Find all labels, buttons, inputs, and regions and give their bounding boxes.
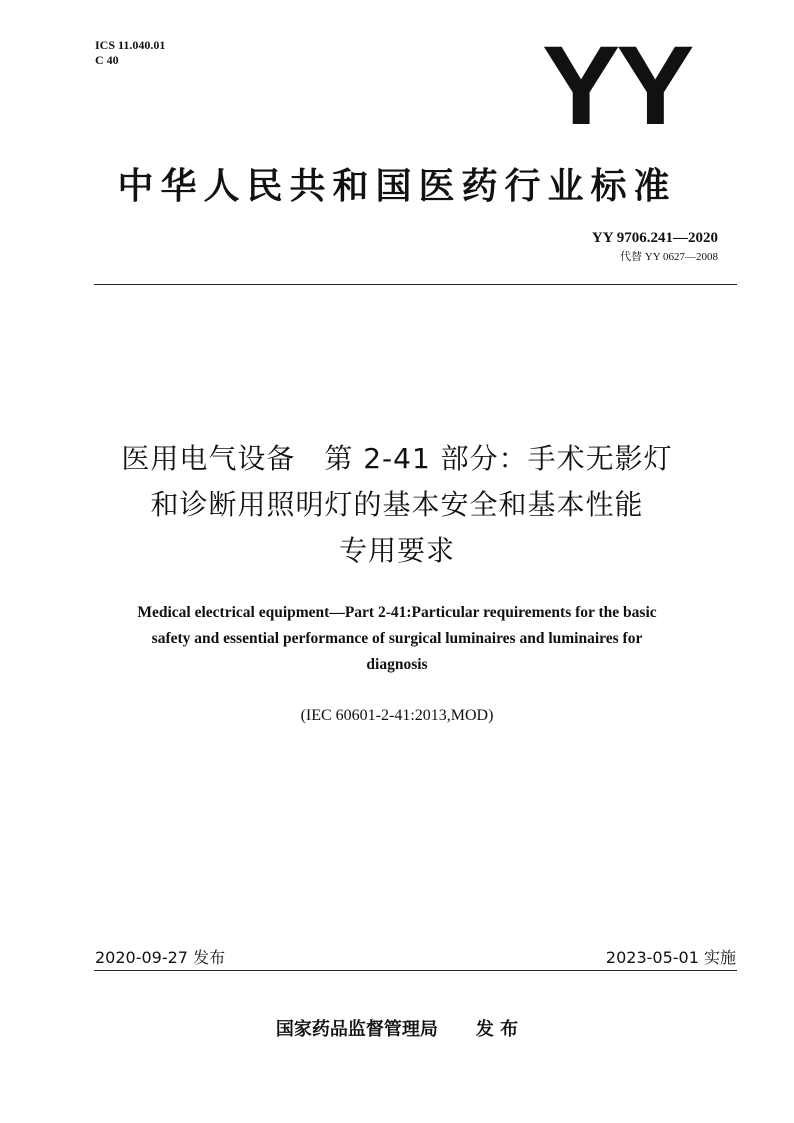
chinese-title-line-3: 专用要求 [338, 534, 455, 567]
english-title-line-1: Medical electrical equipment—Part 2-41:Particular requirements for the basic [137, 604, 657, 621]
bottom-divider [94, 970, 737, 971]
standard-number-text: YY 9706.241—2020 [591, 230, 718, 246]
chinese-title [60, 436, 734, 574]
issuer-name: 国家药品监督管理局 [275, 1019, 438, 1040]
chinese-title-line-2: 和诊断用照明灯的基本安全和基本性能 [150, 488, 644, 521]
issuer-line [0, 1015, 794, 1041]
replaces-standard: 代替 YY 0627—2008 [620, 251, 718, 263]
ics-code: ICS 11.040.01 [95, 38, 166, 52]
english-title-line-2: safety and essential performance of surgical luminaires and luminaires for [151, 630, 643, 647]
issue-word: 发 布 [475, 1019, 519, 1040]
yy-logo: YY [541, 23, 690, 148]
adoption-reference: (IEC 60601-2-41:2013,MOD) [300, 707, 494, 724]
implement-date: 2023-05-01 实施 [605, 948, 736, 967]
top-divider [94, 284, 737, 285]
english-title [80, 600, 714, 678]
publish-date: 2020-09-27 发布 [95, 948, 226, 967]
ccs-code: C 40 [95, 53, 119, 67]
classification-codes [95, 38, 165, 68]
english-title-line-3: diagnosis [366, 656, 428, 673]
chinese-title-line-1: 医用电气设备 第 2-41 部分：手术无影灯 [121, 442, 673, 475]
standard-number [592, 229, 718, 247]
standard-type-title: 中华人民共和国医药行业标准 [117, 166, 677, 207]
